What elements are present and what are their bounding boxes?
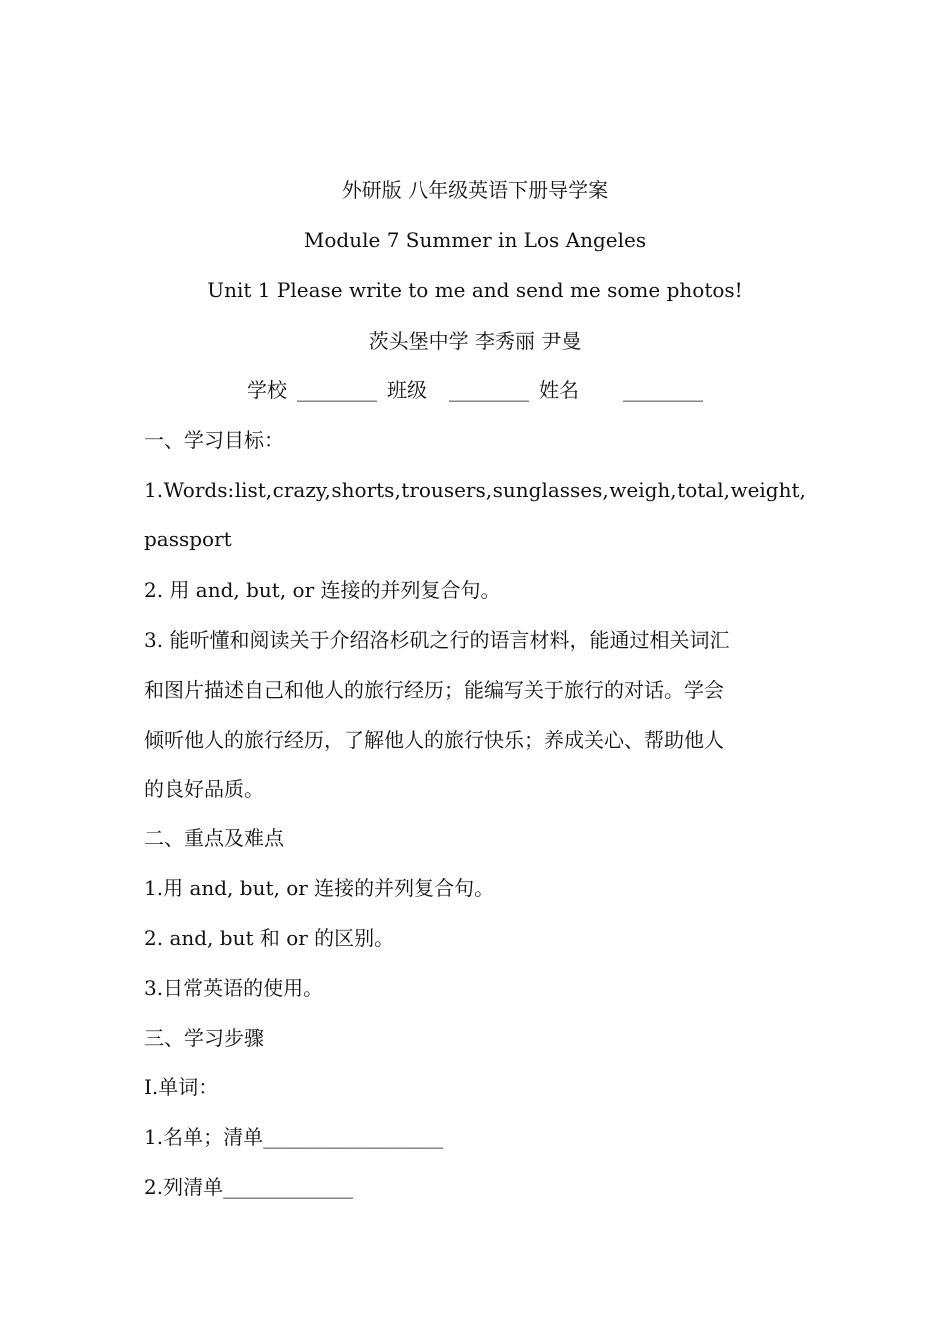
section3-heading: 三、学习步骤 xyxy=(144,1026,264,1050)
word-token: weigh, xyxy=(609,478,677,502)
keypoint-1: 1.用 and, but, or 连接的并列复合句。 xyxy=(144,876,495,900)
student-info-row xyxy=(0,375,950,405)
word-token: 1. xyxy=(144,478,164,502)
school-label: 学校 xyxy=(247,378,287,402)
word-token: trousers, xyxy=(401,478,493,502)
objective-3-line-4: 的良好品质。 xyxy=(144,777,264,801)
section2-heading: 二、重点及难点 xyxy=(144,826,284,850)
vocab-item-2[interactable]: 2.列清单_____________ xyxy=(144,1175,354,1199)
word-token: weight, xyxy=(730,478,806,502)
vocab-subheading: I.单词： xyxy=(144,1075,219,1099)
vocab-item-1[interactable]: 1.名单；清单__________________ xyxy=(144,1125,444,1149)
word-token: list, xyxy=(234,478,273,502)
word-token: crazy, xyxy=(272,478,331,502)
class-blank[interactable]: ________ xyxy=(449,378,529,402)
section1-heading: 一、学习目标： xyxy=(144,428,284,452)
school-blank[interactable]: ________ xyxy=(297,378,377,402)
objective-2: 2. 用 and, but, or 连接的并列复合句。 xyxy=(144,578,501,602)
word-token: total, xyxy=(677,478,730,502)
module-title: Module 7 Summer in Los Angeles xyxy=(303,228,647,252)
doc-title: 外研版 八年级英语下册导学案 xyxy=(341,178,609,202)
unit-title: Unit 1 Please write to me and send me some photos! xyxy=(207,278,743,302)
word-token: sunglasses, xyxy=(492,478,609,502)
objective-1-continued: passport xyxy=(144,527,232,551)
authors-line: 茨头堡中学 李秀丽 尹曼 xyxy=(368,329,582,353)
class-label: 班级 xyxy=(387,378,427,402)
word-token: shorts, xyxy=(331,478,401,502)
name-blank[interactable]: ________ xyxy=(623,378,703,402)
word-token: Words: xyxy=(163,478,235,502)
objective-3-line-2: 和图片描述自己和他人的旅行经历；能编写关于旅行的对话。学会 xyxy=(144,678,724,702)
objective-3-line-3: 倾听他人的旅行经历，了解他人的旅行快乐；养成关心、帮助他人 xyxy=(144,728,724,752)
keypoint-2: 2. and, but 和 or 的区别。 xyxy=(144,926,395,950)
keypoint-3: 3.日常英语的使用。 xyxy=(144,976,324,1000)
name-label: 姓名 xyxy=(539,378,579,402)
objective-1-words xyxy=(144,475,806,505)
objective-3-line-1: 3. 能听懂和阅读关于介绍洛杉矶之行的语言材料，能通过相关词汇 xyxy=(144,628,730,652)
